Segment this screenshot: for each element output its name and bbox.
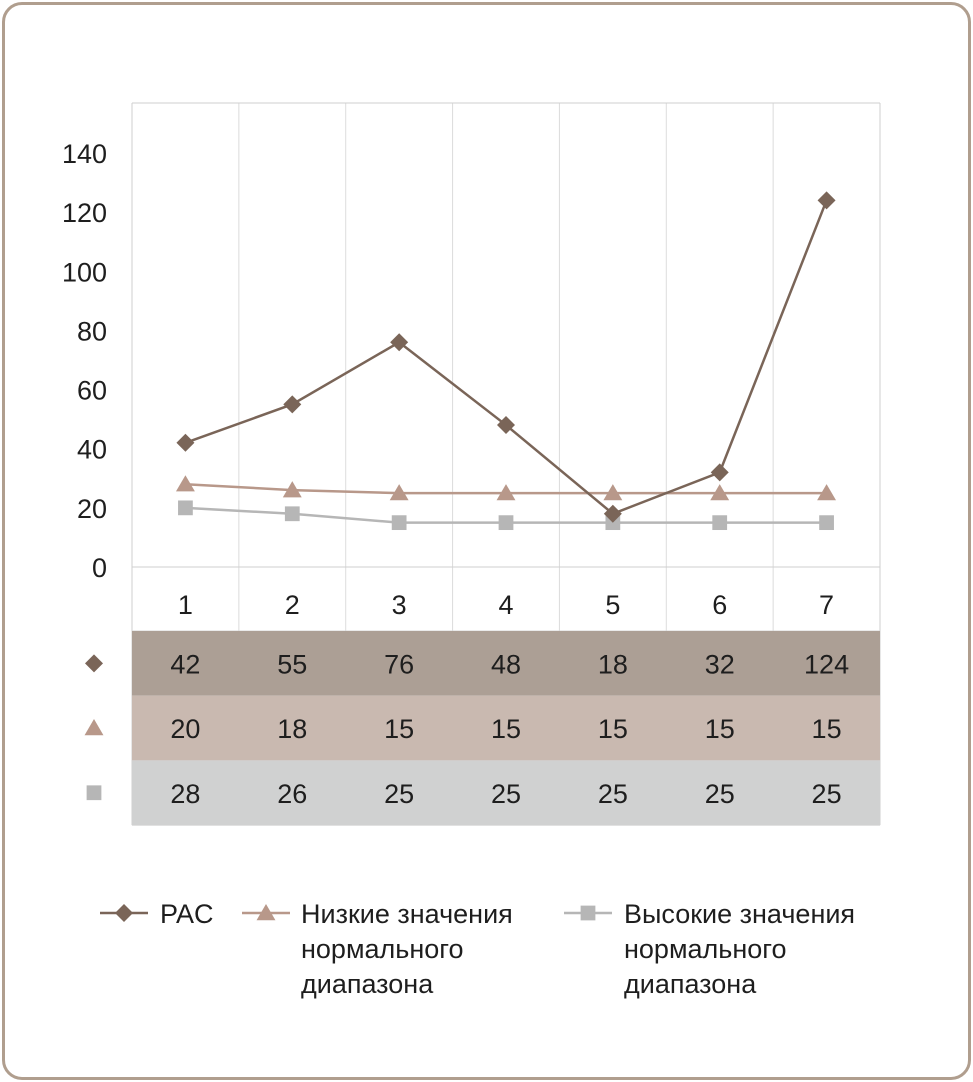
legend-marker	[581, 906, 596, 921]
series-lines	[176, 191, 836, 530]
table-cell: 25	[811, 778, 842, 809]
table-cell: 18	[277, 714, 308, 745]
data-point	[819, 515, 834, 530]
data-point	[499, 515, 514, 530]
y-tick-label: 100	[61, 257, 107, 288]
data-point	[176, 434, 194, 452]
table-row-marker	[87, 785, 102, 800]
data-point	[818, 191, 836, 209]
table-cell: 25	[704, 778, 735, 809]
data-point	[283, 395, 301, 413]
table-cell: 15	[811, 714, 842, 745]
y-tick-label: 80	[76, 316, 107, 347]
data-point	[712, 515, 727, 530]
y-tick-label: 0	[91, 553, 107, 583]
data-point	[176, 475, 195, 491]
legend	[100, 899, 855, 999]
table-cell: 124	[804, 649, 850, 680]
x-tick-label: 2	[284, 590, 300, 620]
data-point	[178, 500, 193, 515]
y-axis	[62, 139, 107, 583]
table-cell: 15	[490, 714, 522, 745]
y-tick-label: 60	[76, 375, 107, 406]
x-tick-label: 7	[819, 590, 835, 620]
y-tick-label: 40	[76, 434, 107, 465]
table-cell: 25	[597, 778, 628, 809]
table-cell: 32	[704, 649, 735, 680]
table-cell: 26	[277, 778, 308, 809]
x-tick-label: 4	[498, 590, 514, 620]
x-tick-label: 6	[712, 590, 728, 620]
table-cell: 48	[490, 649, 522, 680]
data-table	[85, 631, 880, 825]
x-axis	[178, 590, 834, 620]
y-tick-label: 20	[76, 493, 107, 524]
x-tick-label: 3	[391, 590, 407, 620]
table-cell: 28	[170, 778, 201, 809]
table-cell: 20	[170, 714, 201, 745]
series-line	[185, 200, 826, 513]
y-tick-label: 120	[61, 198, 107, 229]
legend-label: Высокие значения нормального диапазона	[624, 899, 856, 999]
table-row-marker	[85, 719, 104, 735]
table-cell: 42	[170, 649, 201, 680]
table-cell: 15	[704, 714, 735, 745]
table-cell: 18	[597, 649, 628, 680]
table-cell: 15	[597, 714, 628, 745]
data-point	[392, 515, 407, 530]
x-tick-label: 1	[177, 590, 193, 620]
table-row-marker	[85, 654, 103, 672]
table-cell: 76	[384, 649, 415, 680]
legend-label: Низкие значения нормального диапазона	[301, 899, 513, 999]
table-cell: 55	[277, 649, 308, 680]
x-tick-label: 5	[605, 590, 621, 620]
data-point	[285, 506, 300, 521]
data-point	[711, 463, 729, 481]
legend-marker	[115, 904, 133, 922]
table-cell: 15	[384, 714, 415, 745]
table-cell: 25	[384, 778, 415, 809]
y-tick-label: 140	[61, 139, 107, 169]
table-cell: 25	[490, 778, 522, 809]
legend-label: PAC	[160, 899, 214, 929]
